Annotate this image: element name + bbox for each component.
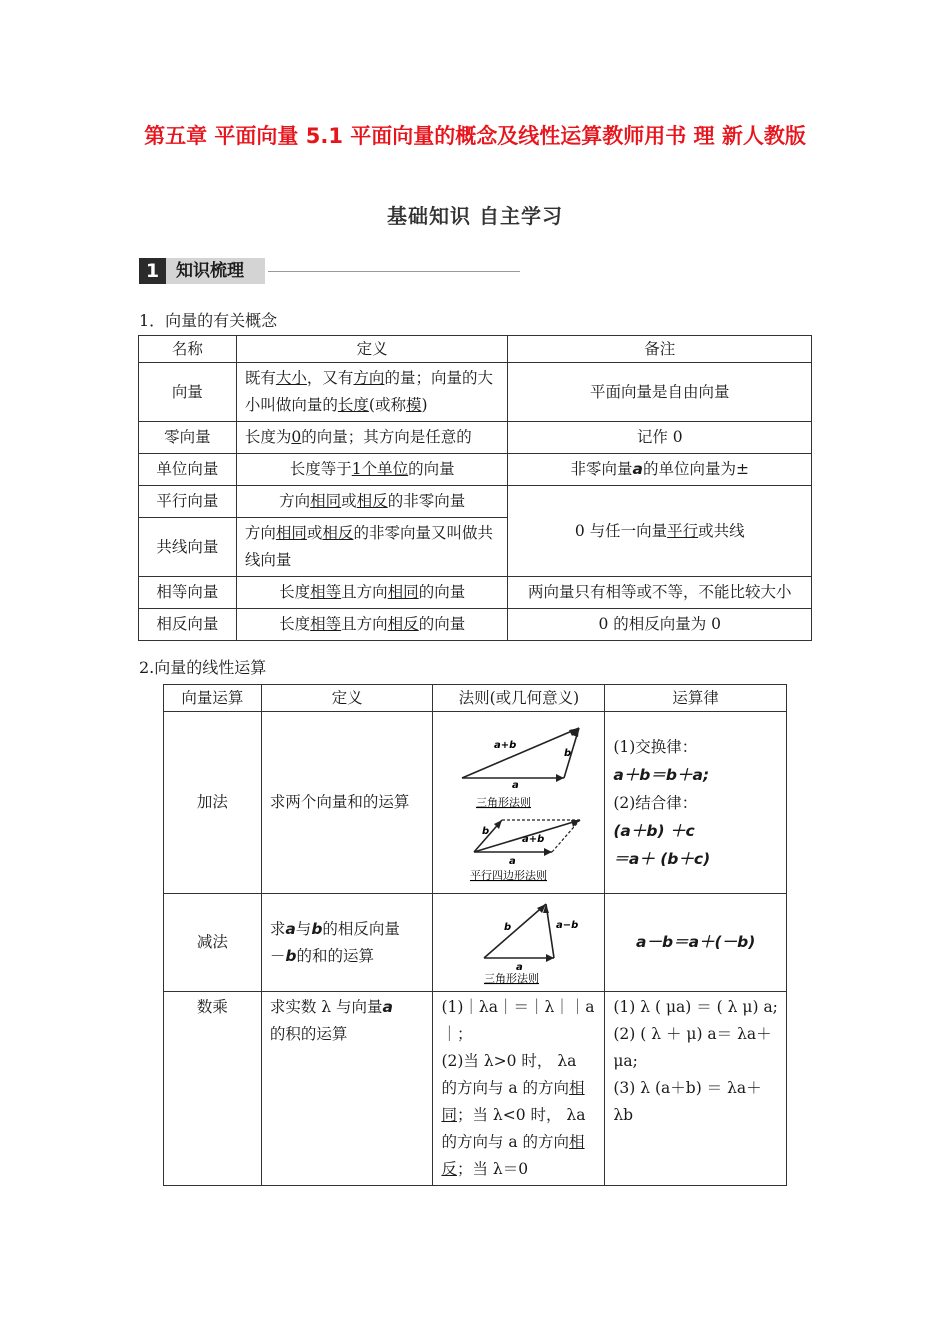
label-a-plus-b: a+b [493,739,517,751]
law-line: (2) ( λ ＋ μ) a＝ λa＋ μa; [613,1025,772,1070]
addition-laws [605,712,787,894]
concepts-table [138,335,812,641]
header-rule: 法则(或几何意义) [433,685,605,712]
table-row-scalar [164,992,787,1186]
table-row-subtraction [164,894,787,992]
row-definition: 长度相等且方向相同的向量 [236,577,508,609]
table-row [139,577,812,609]
row-name: 共线向量 [139,518,237,577]
addition-diagrams [433,712,605,894]
label-a: a [515,961,523,973]
header-operation: 向量运算 [164,685,262,712]
row-name: 数乘 [164,992,262,1186]
document-title: 第五章 平面向量 5.1 平面向量的概念及线性运算教师用书 理 新人教版 [144,124,806,148]
row-note: 0 与任一向量平行或共线 [508,486,812,577]
law-line: (3) λ (a＋b) ＝ λa＋ λb [613,1079,762,1124]
label-a: a [511,779,519,791]
row-definition: 求两个向量和的运算 [261,712,433,894]
table-header-row [164,685,787,712]
section-number: 1 [139,258,166,284]
table-row [139,454,812,486]
row-name: 零向量 [139,422,237,454]
label-b: b [563,747,572,759]
row-note: 0 的相反向量为 0 [508,609,812,641]
row-note: 非零向量a的单位向量为± [508,454,812,486]
row-definition: 长度为0的向量；其方向是任意的 [236,422,508,454]
row-name: 单位向量 [139,454,237,486]
row-name: 平行向量 [139,486,237,518]
row-name: 减法 [164,894,262,992]
law-line: ＝a＋ (b＋c) [613,849,711,868]
table-row [139,486,812,518]
row-note: 两向量只有相等或不等，不能比较大小 [508,577,812,609]
label-b: b [481,825,490,837]
part2-heading: 2.向量的线性运算 [139,658,267,677]
table-row-addition [164,712,787,894]
label-a: a [508,855,516,867]
subtraction-diagram [433,894,605,992]
table-header-row [139,336,812,363]
row-note: 记作 0 [508,422,812,454]
subtraction-svg [454,898,584,986]
row-name: 相反向量 [139,609,237,641]
header-name: 名称 [139,336,237,363]
scalar-rules [433,992,605,1186]
row-note: 平面向量是自由向量 [508,363,812,422]
row-definition: 长度相等且方向相反的向量 [236,609,508,641]
law-line: (1) λ ( μa) ＝ ( λ μ) a; [613,998,778,1016]
law-line: (2)结合律： [613,793,698,812]
part1-heading: 1．向量的有关概念 [139,311,278,330]
row-name: 加法 [164,712,262,894]
header-definition: 定义 [236,336,508,363]
law-line: (a＋b) ＋c [613,821,695,840]
section-subtitle: 基础知识 自主学习 [387,204,563,228]
rule-line: (1)｜λa｜＝｜λ｜｜a｜； [441,998,595,1043]
law-line: a＋b＝b＋a; [613,765,710,784]
header-note: 备注 [508,336,812,363]
header-law: 运算律 [605,685,787,712]
parallelogram-rule-diagram [474,820,580,867]
triangle-caption: 三角形法则 [475,795,531,809]
label-a-minus-b: a−b [555,919,579,931]
parallelogram-caption: 平行四边形法则 [469,868,547,882]
row-definition: 求实数 λ 与向量a 的积的运算 [261,992,433,1186]
scalar-laws [605,992,787,1186]
label-b: b [503,921,512,933]
law-line: (1)交换律： [613,737,698,756]
row-definition: 方向相同或相反的非零向量又叫做共线向量 [236,518,508,577]
row-name: 相等向量 [139,577,237,609]
triangle-rule-diagram [462,728,579,791]
row-definition: 长度等于1个单位的向量 [236,454,508,486]
operations-table [163,684,787,1186]
vector-diagrams-svg [454,722,584,882]
table-row [139,609,812,641]
header-definition: 定义 [261,685,433,712]
row-definition: 求a与b的相反向量 －b的和的运算 [261,894,433,992]
section-divider [268,271,520,272]
row-definition: 既有大小，又有方向的量；向量的大小叫做向量的长度(或称模) [236,363,508,422]
table-row [139,422,812,454]
subtraction-law: a－b＝a＋(－b) [605,894,787,992]
triangle-caption: 三角形法则 [483,971,539,985]
row-definition: 方向相同或相反的非零向量 [236,486,508,518]
section-label: 知识梳理 [176,261,244,281]
label-a-plus-b: a+b [521,833,545,845]
row-name: 向量 [139,363,237,422]
rule-line: (2)当 λ>0 时， λa 的方向与 a 的方向相同；当 λ<0 时， λa 的方向与 a 的方向相反；当 λ＝0 [441,1052,586,1178]
table-row [139,363,812,422]
